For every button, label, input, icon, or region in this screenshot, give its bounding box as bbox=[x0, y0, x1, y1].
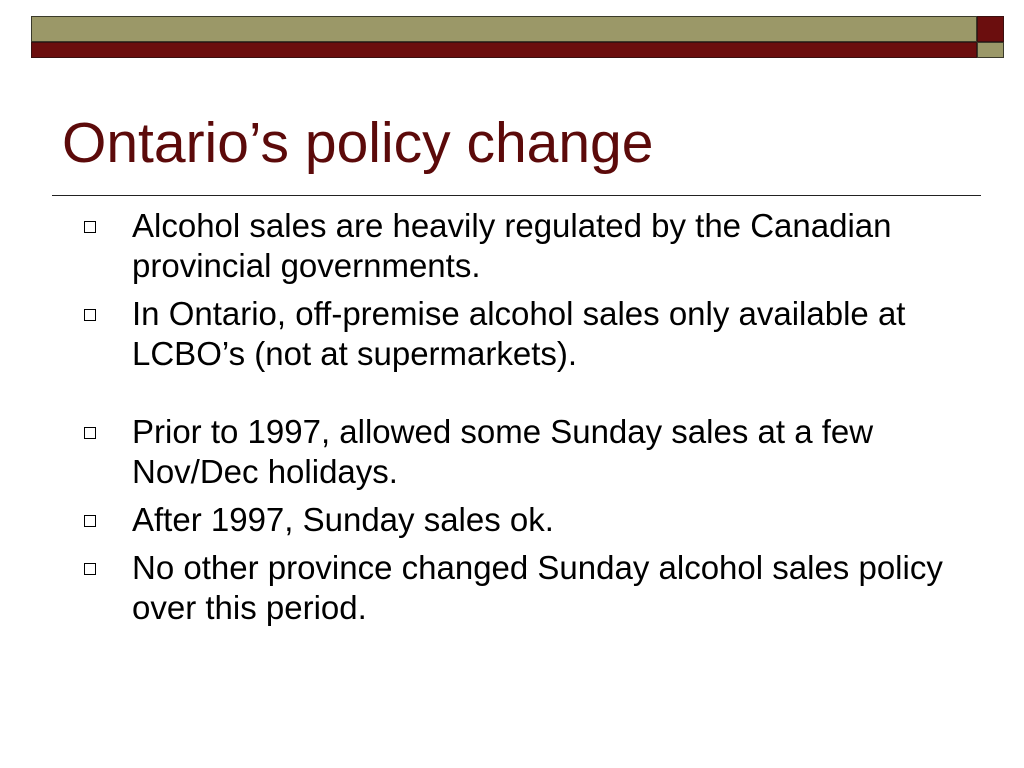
title-divider bbox=[52, 195, 981, 196]
hollow-square-bullet-icon bbox=[84, 563, 96, 575]
header-square-maroon bbox=[977, 16, 1004, 42]
hollow-square-bullet-icon bbox=[84, 221, 96, 233]
header-bar-maroon bbox=[31, 42, 977, 58]
bullet-item bbox=[84, 294, 984, 374]
header-bar-olive bbox=[31, 16, 977, 42]
header-square-olive bbox=[977, 42, 1004, 58]
bullet-text: In Ontario, off-premise alcohol sales only available at LCBO’s (not at supermarkets). bbox=[132, 295, 906, 372]
bullet-item bbox=[84, 548, 984, 628]
bullet-item bbox=[84, 500, 984, 540]
bullet-text: Alcohol sales are heavily regulated by the Canadian provincial governments. bbox=[132, 207, 892, 284]
bullet-item bbox=[84, 206, 984, 286]
bullet-item bbox=[84, 412, 984, 492]
hollow-square-bullet-icon bbox=[84, 309, 96, 321]
slide-title: Ontario’s policy change bbox=[62, 111, 654, 175]
hollow-square-bullet-icon bbox=[84, 515, 96, 527]
hollow-square-bullet-icon bbox=[84, 427, 96, 439]
bullet-text: After 1997, Sunday sales ok. bbox=[132, 501, 554, 538]
bullet-list bbox=[84, 206, 984, 628]
bullet-text: Prior to 1997, allowed some Sunday sales at a few Nov/Dec holidays. bbox=[132, 413, 874, 490]
bullet-text: No other province changed Sunday alcohol sales policy over this period. bbox=[132, 549, 943, 626]
